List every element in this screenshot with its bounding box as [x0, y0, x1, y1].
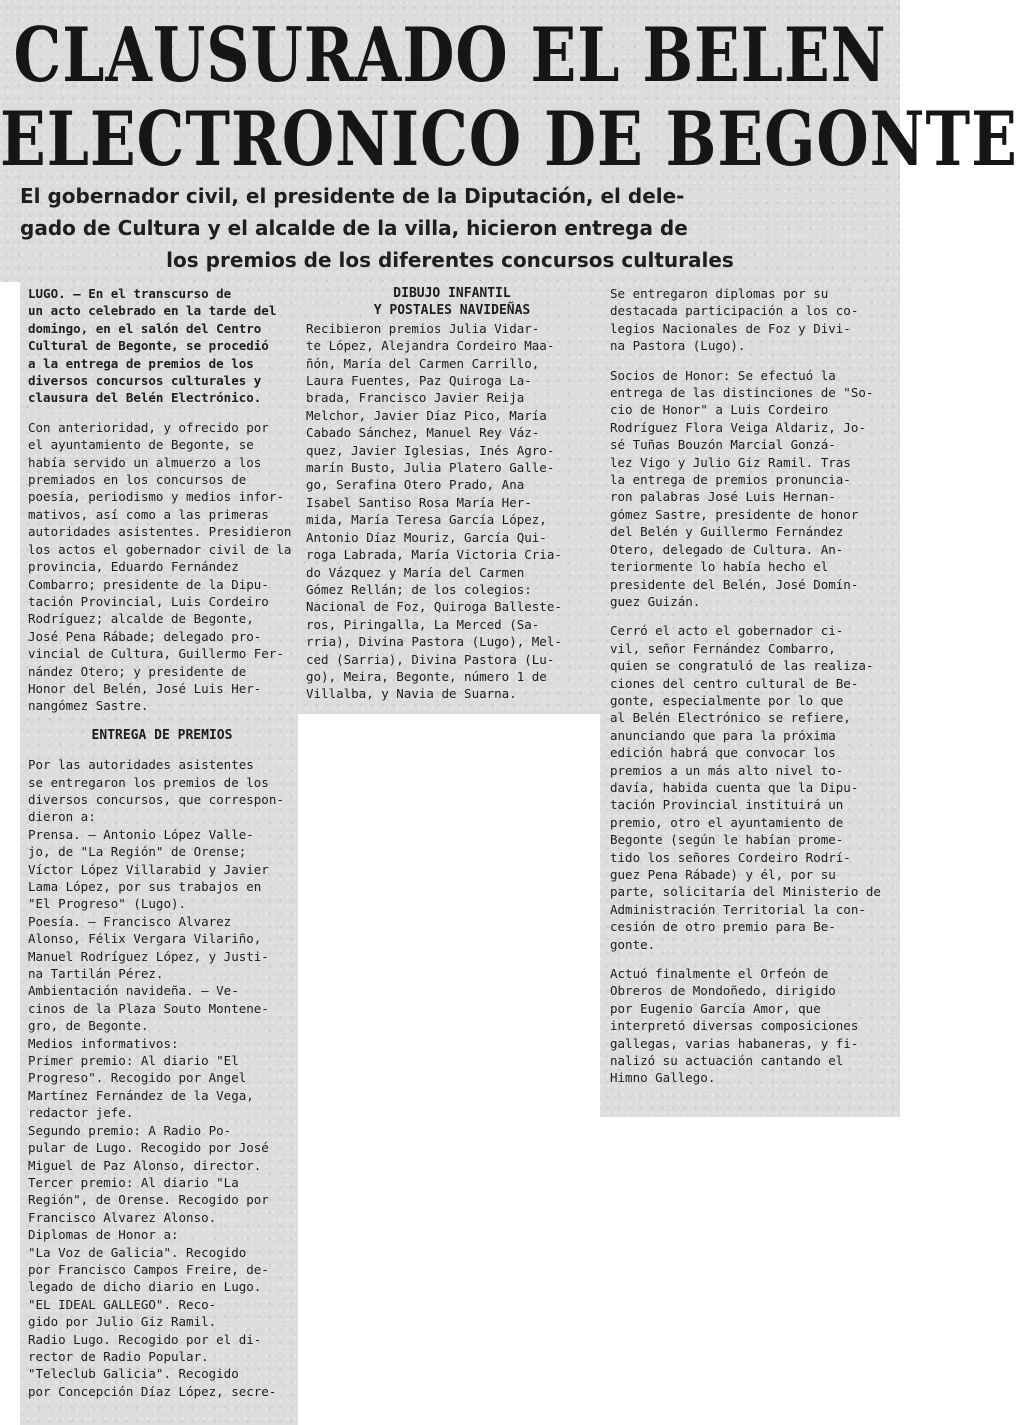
article-text-line: había servido un almuerzo a los	[28, 454, 262, 470]
article-text-line: Con anterioridad, y ofrecido por	[28, 419, 269, 435]
article-text-line: ced (Sarria), Divina Pastora (Lu-	[306, 651, 555, 667]
article-text-line: cio de Honor" a Luis Cordeiro	[610, 402, 829, 418]
headline-line-1: CLAUSURADO EL BELEN	[13, 12, 887, 100]
article-text-line: legios Nacionales de Foz y Divi-	[610, 320, 851, 336]
article-text-line: por Concepción Díaz López, secre-	[28, 1383, 277, 1399]
article-text-line: brada, Francisco Javier Reija	[306, 390, 525, 406]
section-heading: ENTREGA DE PREMIOS	[91, 727, 233, 743]
article-text-line: tación Provincial instituirá un	[610, 797, 844, 813]
article-text-line: diversos concursos, que correspon-	[28, 791, 284, 807]
article-text-line: premiados en los concursos de	[28, 472, 247, 488]
article-text-line: redactor jefe.	[28, 1105, 134, 1121]
article-text-line: Progreso". Recogido por Angel	[28, 1070, 247, 1086]
article-text-line: José Pena Rábade; delegado pro-	[28, 628, 262, 644]
subtitle-line-3: los premios de los diferentes concursos culturales	[166, 248, 734, 272]
section-heading: DIBUJO INFANTIL	[393, 286, 511, 301]
headline-line-2: ELECTRONICO DE BEGONTE	[0, 96, 1018, 184]
article-text-line: gido por Julio Giz Ramil.	[28, 1314, 217, 1330]
article-text-line: quien se congratuló de las realiza-	[610, 658, 874, 674]
article-text-line: Gómez Rellán; de los colegios:	[306, 581, 532, 597]
article-text-line: vincial de Cultura, Guillermo Fer-	[28, 646, 284, 662]
article-text-line: Socios de Honor: Se efectuó la	[610, 367, 836, 383]
article-text-line: los actos el gobernador civil de la	[28, 541, 292, 557]
article-text-line: na Tartilán Pérez.	[28, 966, 164, 982]
article-text-line: LUGO. — En el transcurso de	[28, 286, 232, 301]
article-text-line: Alonso, Félix Vergara Vilariño,	[28, 931, 262, 947]
article-column-3	[610, 285, 898, 1087]
article-text-line: cesión de otro premio para Be-	[610, 919, 836, 935]
article-text-line: a la entrega de premios de los	[28, 355, 254, 371]
article-text-line: mida, María Teresa García López,	[306, 512, 547, 528]
article-text-line: davía, habida cuenta que la Dipu-	[610, 779, 859, 795]
article-text-line: Otero, delegado de Cultura. An-	[610, 541, 844, 557]
article-text-line: gro, de Begonte.	[28, 1018, 149, 1034]
article-text-line: nangómez Sastre.	[28, 698, 149, 714]
article-text-line: guez Guizán.	[610, 593, 701, 609]
article-text-line: Segundo premio: A Radio Po-	[28, 1122, 232, 1138]
article-text-line: Nacional de Foz, Quiroga Balleste-	[306, 599, 562, 615]
article-text-line: te López, Alejandra Cordeiro Maa-	[306, 338, 555, 354]
article-text-line: Cerró el acto el gobernador ci-	[610, 623, 844, 639]
article-text-line: go, Serafina Otero Prado, Ana	[306, 477, 525, 493]
article-text-line: destacada participación a los co-	[610, 303, 859, 319]
article-text-line: Tercer premio: Al diario "La	[28, 1174, 239, 1190]
article-text-line: por Francisco Campos Freire, de-	[28, 1261, 269, 1277]
article-text-line: gómez Sastre, presidente de honor	[610, 506, 859, 522]
article-text-line: anunciando que para la próxima	[610, 727, 836, 743]
article-text-line: por Eugenio García Amor, que	[610, 1000, 821, 1016]
article-text-line: ciones del centro cultural de Be-	[610, 675, 859, 691]
article-text-line: Radio Lugo. Recogido por el di-	[28, 1331, 262, 1347]
article-text-line: Antonio Díaz Mouriz, García Qui-	[306, 529, 547, 545]
article-text-line: interpretó diversas composiciones	[610, 1018, 859, 1034]
article-text-line: vil, señor Fernández Combarro,	[610, 640, 836, 656]
article-text-line: Diplomas de Honor a:	[28, 1227, 179, 1243]
article-text-line: dieron a:	[28, 809, 96, 825]
article-text-line: entrega de las distinciones de "So-	[610, 385, 874, 401]
article-text-line: autoridades asistentes. Presidieron	[28, 524, 292, 540]
article-text-line: Rodríguez Flora Veiga Aldariz, Jo-	[610, 419, 866, 435]
article-text-line: Cultural de Begonte, se procedió	[28, 338, 269, 354]
article-text-line: Francisco Alvarez Alonso.	[28, 1209, 217, 1225]
article-text-line: domingo, en el salón del Centro	[28, 320, 262, 336]
article-text-line: la entrega de premios pronuncia-	[610, 472, 851, 488]
article-text-line: Poesía. — Francisco Alvarez	[28, 913, 232, 929]
article-text-line: "La Voz de Galicia". Recogido	[28, 1244, 247, 1260]
article-text-line: gallegas, varias habaneras, y fi-	[610, 1035, 859, 1051]
article-text-line: teriormente lo había hecho el	[610, 559, 829, 575]
article-text-line: roga Labrada, María Victoria Cria-	[306, 547, 562, 563]
article-text-line: gonte.	[610, 936, 656, 952]
subtitle-line-1: El gobernador civil, el presidente de la Diputación, el dele-	[20, 184, 685, 208]
article-text-line: "Teleclub Galicia". Recogido	[28, 1366, 239, 1382]
paragraph-gap	[28, 715, 296, 727]
article-column-1	[28, 285, 296, 1400]
article-text-line: lez Vigo y Julio Giz Ramil. Tras	[610, 454, 851, 470]
paragraph-gap	[610, 355, 898, 367]
article-text-line: Medios informativos:	[28, 1035, 179, 1051]
article-text-line: Obreros de Mondoñedo, dirigido	[610, 983, 836, 999]
paragraph-gap	[28, 744, 296, 756]
article-text-line: guez Pena Rábade) y él, por su	[610, 867, 836, 882]
article-text-line: Administración Territorial la con-	[610, 901, 866, 917]
article-text-line: "EL IDEAL GALLEGO". Reco-	[28, 1296, 217, 1312]
article-text-line: el ayuntamiento de Begonte, se	[28, 437, 254, 453]
article-text-line: sé Tuñas Bouzón Marcial Gonzá-	[610, 437, 836, 453]
article-text-line: un acto celebrado en la tarde del	[28, 303, 277, 319]
article-text-line: Rodríguez; alcalde de Begonte,	[28, 611, 254, 627]
article-text-line: Miguel de Paz Alonso, director.	[28, 1157, 262, 1173]
article-text-line: Begonte (según le habían prome-	[610, 832, 844, 848]
article-text-line: Primer premio: Al diario "El	[28, 1053, 239, 1069]
article-text-line: mativos, así como a las primeras	[28, 506, 269, 522]
article-column-2	[306, 285, 598, 703]
article-text-line: clausura del Belén Electrónico.	[28, 390, 262, 406]
article-text-line: Víctor López Villarabid y Javier	[28, 861, 269, 877]
article-text-line: provincia, Eduardo Fernández	[28, 559, 239, 575]
paragraph-gap	[28, 407, 296, 419]
article-text-line: rector de Radio Popular.	[28, 1348, 209, 1364]
article-text-line: ñón, María del Carmen Carrillo,	[306, 355, 540, 371]
article-text-line: Isabel Santiso Rosa María Her-	[306, 494, 532, 510]
paragraph-gap	[610, 953, 898, 965]
article-text-line: nalizó su actuación cantando el	[610, 1053, 844, 1069]
article-text-line: edición habrá que convocar los	[610, 745, 836, 761]
article-text-line: marín Busto, Julia Platero Galle-	[306, 460, 555, 476]
article-text-line: poesía, periodismo y medios infor-	[28, 489, 284, 505]
article-text-line: pular de Lugo. Recogido por José	[28, 1140, 269, 1156]
article-text-line: premios a un más alto nivel to-	[610, 762, 844, 778]
article-text-line: cinos de la Plaza Souto Montene-	[28, 1000, 269, 1016]
subtitle-line-2: gado de Cultura y el alcalde de la villa, hicieron entrega de	[20, 216, 688, 240]
article-text-line: jo, de "La Región" de Orense;	[28, 844, 247, 860]
article-text-line: go), Meira, Begonte, número 1 de	[306, 668, 547, 684]
article-text-line: presidente del Belén, José Domín-	[610, 576, 859, 592]
article-text-line: Himno Gallego.	[610, 1070, 716, 1086]
article-text-line: del Belén y Guillermo Fernández	[610, 524, 844, 540]
article-text-line: gonte, especialmente por lo que	[610, 692, 844, 708]
article-text-line: Melchor, Javier Díaz Pico, María	[306, 407, 547, 423]
paragraph-gap	[610, 610, 898, 622]
article-text-line: nández Otero; y presidente de	[28, 663, 247, 679]
article-text-line: tido los señores Cordeiro Rodrí-	[610, 849, 851, 865]
article-text-line: Laura Fuentes, Paz Quiroga La-	[306, 373, 532, 389]
article-text-line: Ambientación navideña. — Ve-	[28, 983, 239, 999]
article-text-line: Actuó finalmente el Orfeón de	[610, 966, 829, 982]
article-text-line: Martínez Fernández de la Vega,	[28, 1087, 254, 1103]
article-text-line: do Vázquez y María del Carmen	[306, 564, 525, 580]
article-text-line: Cabado Sánchez, Manuel Rey Váz-	[306, 425, 540, 441]
article-text-line: legado de dicho diario en Lugo.	[28, 1279, 262, 1295]
article-text-line: Prensa. — Antonio López Valle-	[28, 826, 254, 842]
article-text-line: parte, solicitaría del Ministerio de	[610, 884, 881, 900]
subtitle	[20, 180, 880, 276]
article-text-line: premio, otro el ayuntamiento de	[610, 814, 844, 830]
article-text-line: na Pastora (Lugo).	[610, 338, 746, 354]
article-text-line: Por las autoridades asistentes	[28, 757, 254, 773]
article-text-line: Honor del Belén, José Luis Her-	[28, 680, 262, 696]
article-text-line: tación Provincial, Luis Cordeiro	[28, 593, 269, 609]
article-text-line: diversos concursos culturales y	[28, 373, 262, 389]
article-text-line: Recibieron premios Julia Vidar-	[306, 320, 540, 336]
article-text-line: ron palabras José Luis Hernan-	[610, 489, 836, 505]
article-text-line: Combarro; presidente de la Dipu-	[28, 576, 269, 592]
article-text-line: "El Progreso" (Lugo).	[28, 896, 187, 912]
article-text-line: Villalba, y Navia de Suarna.	[306, 686, 517, 702]
article-text-line: rria), Divina Pastora (Lugo), Mel-	[306, 634, 562, 650]
article-text-line: se entregaron los premios de los	[28, 774, 269, 790]
article-text-line: ros, Piringalla, La Merced (Sa-	[306, 616, 540, 632]
article-text-line: Se entregaron diplomas por su	[610, 286, 829, 301]
section-heading: Y POSTALES NAVIDEÑAS	[373, 303, 531, 319]
article-text-line: Región", de Orense. Recogido por	[28, 1192, 269, 1208]
article-text-line: al Belén Electrónico se refiere,	[610, 710, 851, 726]
article-text-line: Lama López, por sus trabajos en	[28, 879, 262, 894]
article-text-line: Manuel Rodríguez López, y Justi-	[28, 948, 269, 964]
article-text-line: quez, Javier Iglesias, Inés Agro-	[306, 442, 555, 458]
